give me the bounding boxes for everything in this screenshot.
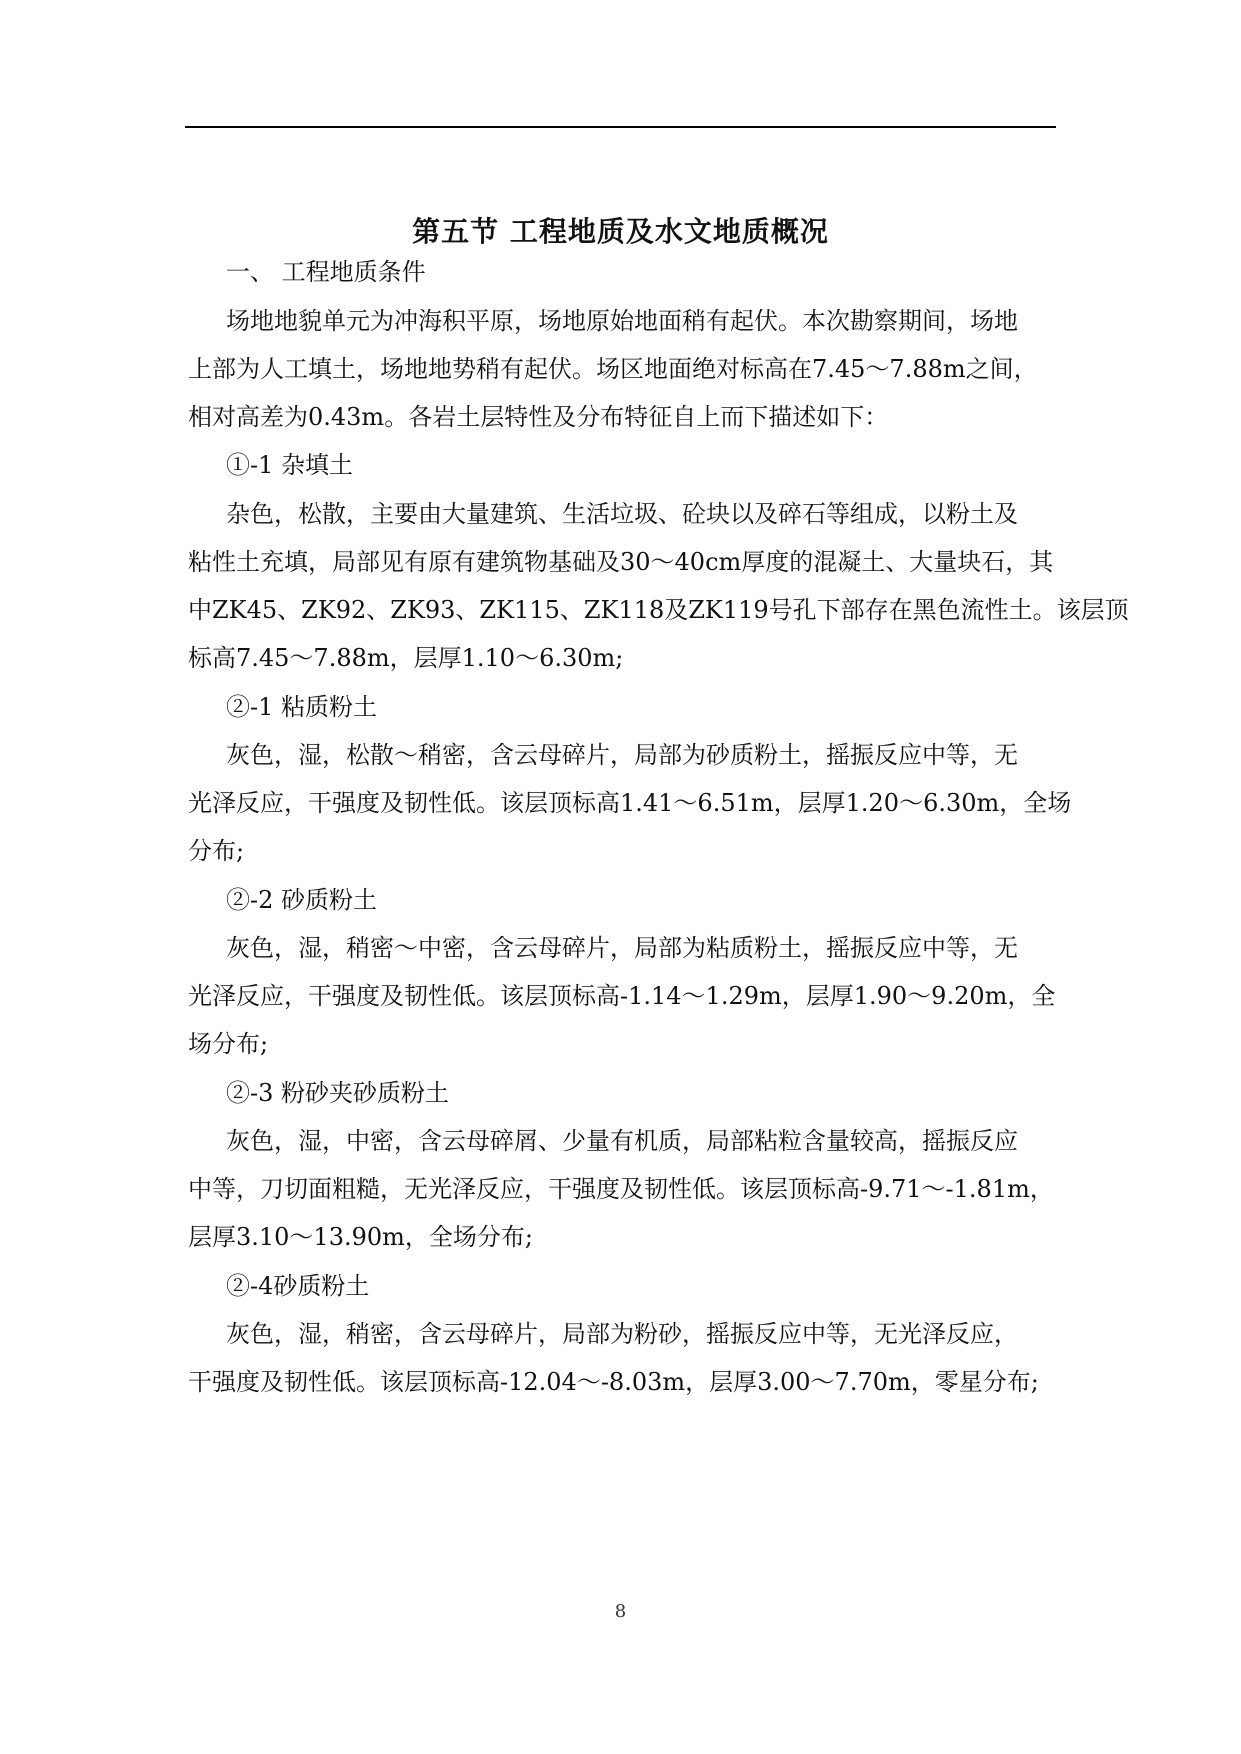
paragraph-line: 层厚3.10～13.90m，全场分布; (188, 1223, 533, 1251)
paragraph-line: 中等，刀切面粗糙，无光泽反应，干强度及韧性低。该层顶标高-9.71～-1.81m， (188, 1175, 1054, 1203)
paragraph-line: 上部为人工填土，场地地势稍有起伏。场区地面绝对标高在7.45～7.88m之间， (188, 355, 1038, 383)
paragraph-line: 分布; (188, 837, 245, 865)
paragraph-line: 光泽反应，干强度及韧性低。该层顶标高1.41～6.51m，层厚1.20～6.30m，全场 (188, 789, 1072, 817)
paragraph-line: 灰色，湿，中密，含云母碎屑、少量有机质，局部粘粒含量较高，摇振反应 (226, 1127, 1018, 1155)
page-number: 8 (614, 1601, 627, 1622)
header-rule (185, 126, 1056, 128)
paragraph-line: 相对高差为0.43m。各岩土层特性及分布特征自上而下描述如下： (188, 403, 889, 431)
layer-heading: ①-1 杂填土 (226, 451, 354, 479)
paragraph-line: 灰色，湿，松散～稍密，含云母碎片，局部为砂质粉土，摇振反应中等，无 (226, 741, 1018, 769)
layer-heading: ②-3 粉砂夹砂质粉土 (226, 1079, 450, 1107)
paragraph-line: 光泽反应，干强度及韧性低。该层顶标高-1.14～1.29m，层厚1.90～9.20m，全 (188, 982, 1056, 1010)
paragraph-line: 杂色，松散，主要由大量建筑、生活垃圾、砼块以及碎石等组成，以粉土及 (226, 500, 1018, 528)
paragraph-line: 场地地貌单元为冲海积平原，场地原始地面稍有起伏。本次勘察期间，场地 (226, 307, 1018, 335)
paragraph-line: 灰色，湿，稍密～中密，含云母碎片，局部为粘质粉土，摇振反应中等，无 (226, 934, 1018, 962)
page-title: 第五节 工程地质及水文地质概况 (412, 215, 829, 248)
paragraph-line: 标高7.45～7.88m，层厚1.10～6.30m; (188, 644, 624, 672)
paragraph-line: 场分布; (188, 1030, 269, 1058)
paragraph-line: 粘性土充填，局部见有原有建筑物基础及30～40cm厚度的混凝土、大量块石，其 (188, 548, 1054, 576)
layer-heading: ②-4砂质粉土 (226, 1272, 370, 1300)
paragraph-line: 灰色，湿，稍密，含云母碎片，局部为粉砂，摇振反应中等，无光泽反应， (226, 1320, 1018, 1348)
section-heading: 一、 工程地质条件 (226, 258, 426, 286)
layer-heading: ②-2 砂质粉土 (226, 886, 378, 914)
paragraph-line: 干强度及韧性低。该层顶标高-12.04～-8.03m，层厚3.00～7.70m，零星分布; (188, 1368, 1039, 1396)
paragraph-line: 中ZK45、ZK92、ZK93、ZK115、ZK118及ZK119号孔下部存在黑色流性土。该层顶 (188, 596, 1129, 624)
layer-heading: ②-1 粘质粉土 (226, 693, 378, 721)
